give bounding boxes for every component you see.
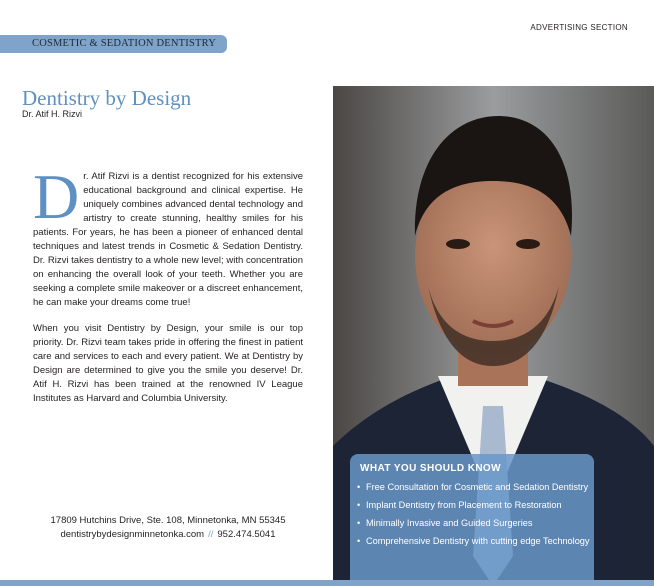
address-line: 17809 Hutchins Drive, Ste. 108, Minnetonka, MN 55345 [50, 515, 286, 526]
separator: // [208, 529, 214, 540]
list-item: • Free Consultation for Cosmetic and Sedation Dentistry [356, 481, 590, 494]
section-banner-label: COSMETIC & SEDATION DENTISTRY [32, 38, 217, 49]
list-item: • Minimally Invasive and Guided Surgeries [356, 517, 590, 530]
website-link[interactable]: dentistrybydesignminnetonka.com [60, 529, 205, 540]
know-box-list [356, 481, 590, 553]
what-you-should-know-box [350, 454, 594, 586]
paragraph-2: When you visit Dentistry by Design, your smile is our top priority. Dr. Rizvi team takes pride in offering the finest in patient care and services to each and every patient. We at Dentistry by Design are determined to give you the smile you deserve! Dr. Atif H. Rizvi has been trained at the renowned IV League Institutes as Harvard and Columbia University. [33, 323, 303, 404]
drop-cap: D [33, 161, 80, 232]
advertising-section-tag: ADVERTISING SECTION [530, 23, 628, 32]
web-phone-line [0, 528, 336, 542]
article-author: Dr. Atif H. Rizvi [22, 109, 83, 119]
know-box-heading: WHAT YOU SHOULD KNOW [360, 463, 501, 474]
list-item: • Implant Dentistry from Placement to Restoration [356, 499, 590, 512]
phone-number: 952.474.5041 [217, 529, 276, 540]
article-title: Dentistry by Design [22, 86, 192, 110]
list-item: • Comprehensive Dentistry with cutting edge Technology [356, 535, 590, 548]
contact-block [0, 514, 336, 542]
bottom-rule [0, 580, 654, 586]
paragraph-1-text: r. Atif Rizvi is a dentist recognized for his extensive educational background and clinical expertise. He uniquely combines advanced dental technology and artistry to create stunning, healthy smiles for his patients. For years, he has been a pioneer of enhanced dental techniques and latest trends in Cosmetic & Sedation Dentistry. Dr. Rizvi takes dentistry to a whole new level; with concentration on enhancing the overall look of your teeth. Whether you are seeking a complete smile makeover or a discreet enhancement, he can make your dreams come true! [33, 171, 303, 308]
article-body [33, 161, 303, 418]
paragraph-1 [33, 161, 303, 310]
section-banner [0, 35, 227, 53]
